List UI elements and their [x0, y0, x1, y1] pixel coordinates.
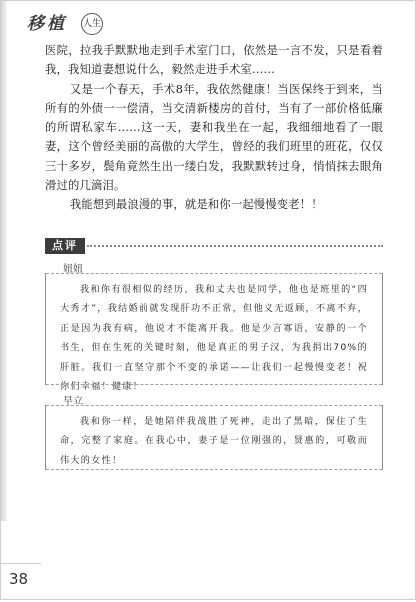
page-number: 38 — [9, 570, 29, 588]
paragraph-3: 我能想到最浪漫的事，就是和你一起慢慢变老！！ — [69, 198, 323, 212]
comment-box-1 — [45, 273, 383, 393]
comment-text-2: 我和你一样，是她陪伴我战胜了死神，走出了黑暗，保住了生命，完整了家庭。在我心中，妻子是一位刚强的，贤惠的，可敬而伟大的女性！ — [60, 417, 368, 466]
running-header — [27, 11, 147, 37]
comment-box-bottom-rule — [46, 384, 382, 385]
comment-box-bottom-rule — [46, 469, 382, 470]
comment-box-top-rule — [46, 405, 382, 406]
comment-box-2 — [45, 405, 383, 470]
dotted-divider — [87, 245, 383, 247]
article-body — [45, 41, 383, 215]
comment-text-1: 我和你有很相似的经历，我和丈夫也是同学，他也是班里的“四大秀才”，我结婚前就发现肝功不正常，但他义无返顾，不离不弃，正是因为我有病，他说才不能离开我。他是少言寡语，安静的一个书生，但在生死的关键时刻，他是真正的男子汉，为我捐出70%的肝脏。我们一直坚守那个不变的承诺——让我们一起慢慢变老！祝你们幸福！健康！ — [60, 285, 368, 393]
comment-author-2: 早立 — [63, 396, 83, 407]
paragraph-1: 医院，拉我手默默地走到手术室门口，依然是一言不发，只是看着我，我知道妻想说什么，毅然走进手术室…… — [45, 44, 383, 77]
paragraph-2: 又是一个春天，手术8年，我依然健康！当医保终于到来，当所有的外债一一偿清，当交清新楼房的首付，当有了一部价格低廉的所谓私家车……这一天，妻和我坐在一起，我细细地看了一眼妻，这个曾经美丽的高傲的大学生，曾经的我们班里的班花，仅仅三十多岁，鬓角竟然生出一缕白发，我默默转过身，悄悄抹去眼角滑过的几滴泪。 — [45, 82, 383, 193]
page-edge-shade — [1, 1, 7, 521]
comment-box-top-rule — [46, 273, 382, 274]
review-section-header — [45, 238, 385, 254]
header-badge: 人生 — [81, 13, 103, 35]
comment-author-1: 妞妞 — [63, 264, 83, 275]
review-label: 点评 — [45, 238, 85, 254]
header-title: 移植 — [27, 14, 67, 34]
